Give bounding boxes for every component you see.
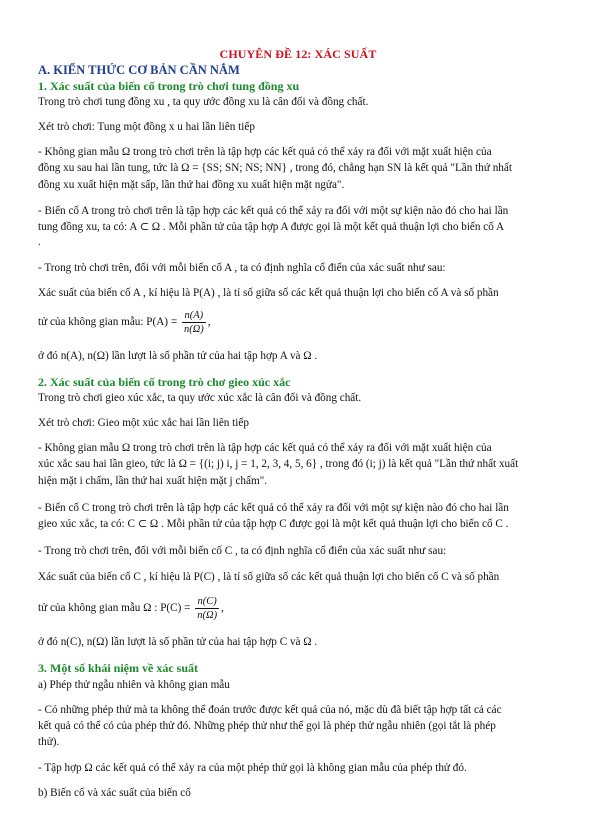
s3-line-5: - Tập hợp Ω các kết quả có thể xảy ra của một phép thử gọi là không gian mẫu của phép thử đó. [38,762,467,774]
s1-fraction-numerator: n(A) [182,309,206,323]
section-a-heading: A. KIẾN THỨC CƠ BẢN CẦN NẮM [38,63,240,77]
s1-fraction-denominator: n(Ω) [183,324,204,335]
s2-formula-line [38,595,558,622]
section-1-heading: 1. Xác suất của biến cố trong trò chơi tung đồng xu [38,79,300,93]
s1-line-10: Xác suất của biến cố A , kí hiệu là P(A) , là tỉ số giữa số các kết quả thuận lợi cho biến cố A và số phần [38,287,499,299]
s1-formula-lead: tử của không gian mẫu: P(A) = [38,316,178,329]
s2-line-4: xúc xắc sau hai lần gieo, tức là Ω = {(i; j) i, j = 1, 2, 3, 4, 5, 6} , trong đó (i; j) là kết quả "Lần thứ nhất xuất [38,458,519,470]
s1-line-6: - Biến cố A trong trò chơi trên là tập hợp các kết quả có thể xảy ra đối với một sự kiện nào đó cho hai lần [38,205,509,217]
document-title: CHUYÊN ĐỀ 12: XÁC SUẤT [219,47,377,61]
s1-line-4: đồng xu sau hai lần tung, tức là Ω = {SS; SN; NS; NN} , trong đó, chẳng hạn SN là kết quả "Lần thứ nhất [38,162,512,174]
s1-line-5: đồng xu xuất hiện mặt sấp, lần thứ hai đồng xu xuất hiện mặt ngửa". [38,179,345,191]
s1-line-2: Xét trò chơi: Tung một đồng x u hai lần liên tiếp [38,121,255,133]
section-3-heading: 3. Một số khái niệm về xác suất [38,661,198,675]
s2-line-11: ở đó n(C), n(Ω) lần lượt là số phần tử của hai tập hợp C và Ω . [38,636,318,648]
s1-fraction [182,309,206,336]
s2-line-8: - Trong trò chơi trên, đối với mỗi biến cố C , ta có định nghĩa cổ điển của xác suất như sau: [38,545,447,557]
s3-line-2: - Có những phép thử mà ta không thể đoán trước được kết quả của nó, mặc dù đã biết tập hợp tất cả các [38,704,502,716]
s1-line-3: - Không gian mẫu Ω trong trò chơi trên là tập hợp các kết quả có thể xảy ra đối với mặt xuất hiện của [38,146,492,158]
s2-fraction-numerator: n(C) [195,595,219,609]
s2-formula-tail: , [221,602,224,615]
s3-line-4: thử). [38,736,60,748]
s1-line-9: - Trong trò chơi trên, đối với mỗi biến cố A , ta có định nghĩa cổ điển của xác suất như sau: [38,262,446,274]
s2-line-5: hiện mặt i chấm, lần thứ hai xuất hiện mặt j chấm". [38,475,268,487]
s2-line-2: Xét trò chơi: Gieo một xúc xắc hai lần liên tiếp [38,417,249,429]
s1-line-7: tung đồng xu, ta có: A ⊂ Ω . Mỗi phần tử của tập hợp A được gọi là một kết quả thuận lợi cho biến cố A [38,221,505,233]
s2-line-6: - Biến cố C trong trò chơi trên là tập hợp các kết quả có thể xảy ra đối với một sự kiện nào đó cho hai lần [38,502,509,514]
s1-line-1: Trong trò chơi tung đồng xu , ta quy ước đồng xu là cân đối và đồng chất. [38,96,369,108]
section-2-heading: 2. Xác suất của biến cố trong trò chơ gieo xúc xắc [38,375,291,389]
s3-line-6: b) Biến cố và xác suất của biến cố [38,787,191,799]
s2-line-3: - Không gian mẫu Ω trong trò chơi trên là tập hợp các kết quả có thể xảy ra đối với mặt xuất hiện của [38,442,492,454]
s2-fraction-denominator: n(Ω) [197,610,218,621]
s2-fraction [195,595,219,622]
s2-line-1: Trong trò chơi gieo xúc xắc, ta quy ước xúc xắc là cân đối và đồng chất. [38,392,362,404]
s2-formula-lead: tử của không gian mẫu Ω : P(C) = [38,602,191,615]
s3-line-3: kết quả có thể có của phép thử đó. Những phép thử như thế gọi là phép thử ngẫu nhiên (gọi tắt là phép [38,720,496,732]
s1-formula-line [38,309,558,336]
s1-formula-tail: , [207,316,211,329]
s1-line-8: . [38,236,41,248]
s2-line-7: gieo xúc xắc, ta có: C ⊂ Ω . Mỗi phần tử của tập hợp C được gọi là một kết quả thuận lợi cho biến cố C . [38,518,509,530]
s3-line-1: a) Phép thử ngẫu nhiên và không gian mẫu [38,679,230,691]
s2-line-9: Xác suất của biến cố C , kí hiệu là P(C) , là tỉ số giữa số các kết quả thuận lợi cho biến cố C và số phần [38,571,500,583]
s1-line-12: ở đó n(A), n(Ω) lần lượt là số phần tử của hai tập hợp A và Ω . [38,350,318,362]
